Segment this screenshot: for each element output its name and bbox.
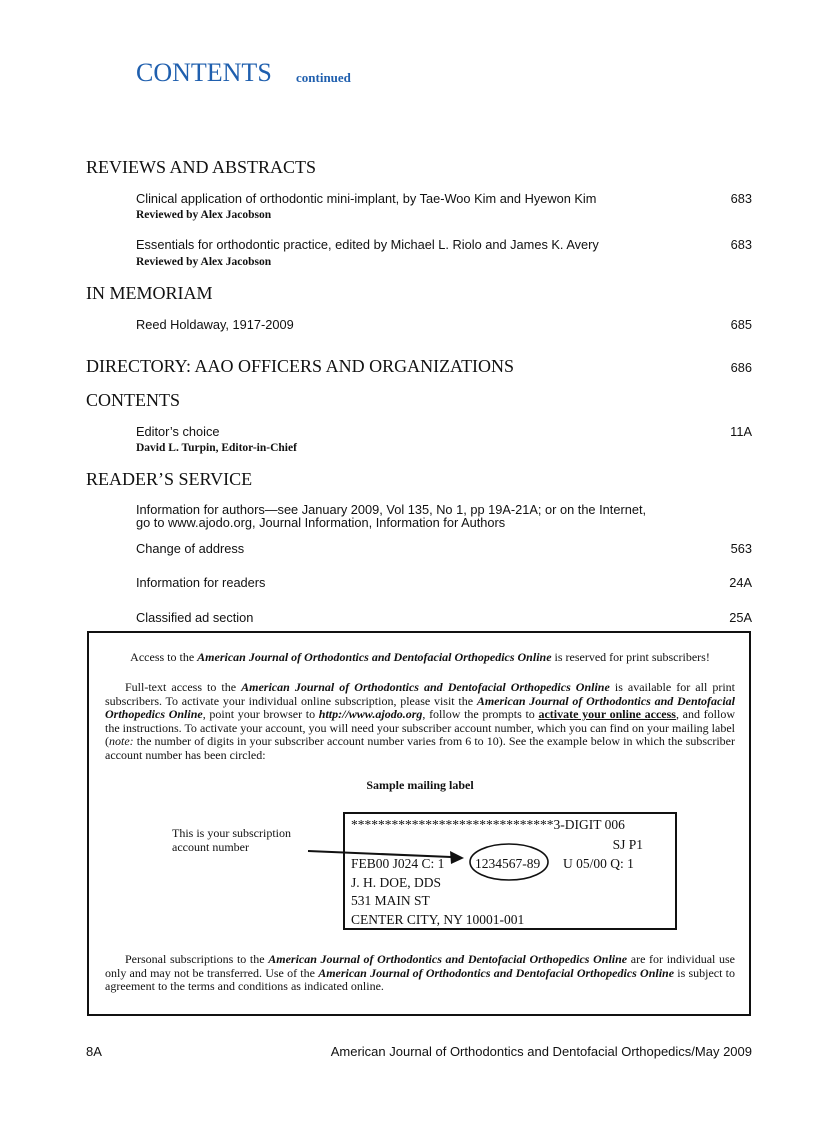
entry-title[interactable]: Information for authors—see January 2009, Vol 135, No 1, pp 19A-21A; or on the Internet, [136,502,647,517]
entry-page: 685 [730,317,752,332]
entry-page: 683 [730,237,752,252]
entry-author: David L. Turpin, Editor-in-Chief [136,442,297,454]
online-access-notice [87,631,751,1016]
section-heading: READER’S SERVICE [86,469,253,489]
notice-instructions: Full-text access to the American Journal of Orthodontics and Dentofacial Orthopedics Online is available for all print subscribers. To activate your individual online subscription, please visit the American Journal of Orthodontics and Dentofacial Orthopedics Online, point your browser to http://www.ajodo.org, follow the prompts to activate your online access, and follow the instructions. To activate your account, you will need your subscriber account number, which you can find on your mailing label (note: the number of digits in your subscriber account number varies from 6 to 10). See the example below in which the subscriber account number has been circled: [105,680,735,762]
entry-title[interactable]: Information for readers [136,575,266,590]
entry-title[interactable]: Reed Holdaway, 1917-2009 [136,317,294,332]
notice-terms: Personal subscriptions to the American Journal of Orthodontics and Dentofacial Orthopedics Online are for individual use only and may not be transferred. Use of the American Journal of Orthodontics and Dentofacial Orthopedics Online is subject to agreement to the terms and conditions as indicated online. [105,952,736,994]
entry-page: 25A [729,610,752,625]
entry-reviewer: Reviewed by Alex Jacobson [136,256,272,268]
section-heading: DIRECTORY: AAO OFFICERS AND ORGANIZATIONS [86,356,515,376]
entry-title[interactable]: Classified ad section [136,610,254,625]
entry-title[interactable]: go to www.ajodo.org, Journal Information, Information for Authors [136,515,506,530]
entry-page: 11A [730,424,752,439]
pointer-text: This is your subscription account number [172,826,291,854]
page-title: CONTENTS [136,58,272,87]
section-heading: REVIEWS AND ABSTRACTS [86,157,317,177]
entry-reviewer: Reviewed by Alex Jacobson [136,209,272,221]
entry-page: 563 [730,541,752,556]
sample-title: Sample mailing label [366,778,474,792]
entry-title[interactable]: Clinical application of orthodontic mini-implant, by Tae-Woo Kim and Hyewon Kim [136,191,597,206]
running-footer: American Journal of Orthodontics and Dentofacial Orthopedics/May 2009 [330,1044,752,1059]
entry-title[interactable]: Essentials for orthodontic practice, edited by Michael L. Riolo and James K. Avery [136,237,599,252]
entry-title[interactable]: Change of address [136,541,245,556]
sample-mailing-label: ******************************3-DIGIT 006 SJ P1 FEB00 J024 C: 1 1234567-89 U 05/00 Q: 1 J. H. DOE, DDS 531 MAIN ST CENTER CITY, NY 10001-001 [343,812,677,930]
entry-page: 686 [730,360,752,375]
ajodo-url[interactable]: http://www.ajodo.org [318,707,423,722]
notice-intro: Access to the American Journal of Orthodontics and Dentofacial Orthopedics Online is reserved for print subscribers! [130,650,710,664]
page-subtitle: continued [296,70,351,85]
entry-title[interactable]: Editor’s choice [136,424,220,439]
page-number: 8A [86,1044,102,1059]
section-heading: IN MEMORIAM [86,283,213,303]
entry-page: 683 [730,191,752,206]
activate-link[interactable]: activate your online access [538,707,676,722]
section-heading: CONTENTS [86,390,180,410]
account-number: 1234567-89 [475,856,541,871]
entry-page: 24A [729,575,752,590]
